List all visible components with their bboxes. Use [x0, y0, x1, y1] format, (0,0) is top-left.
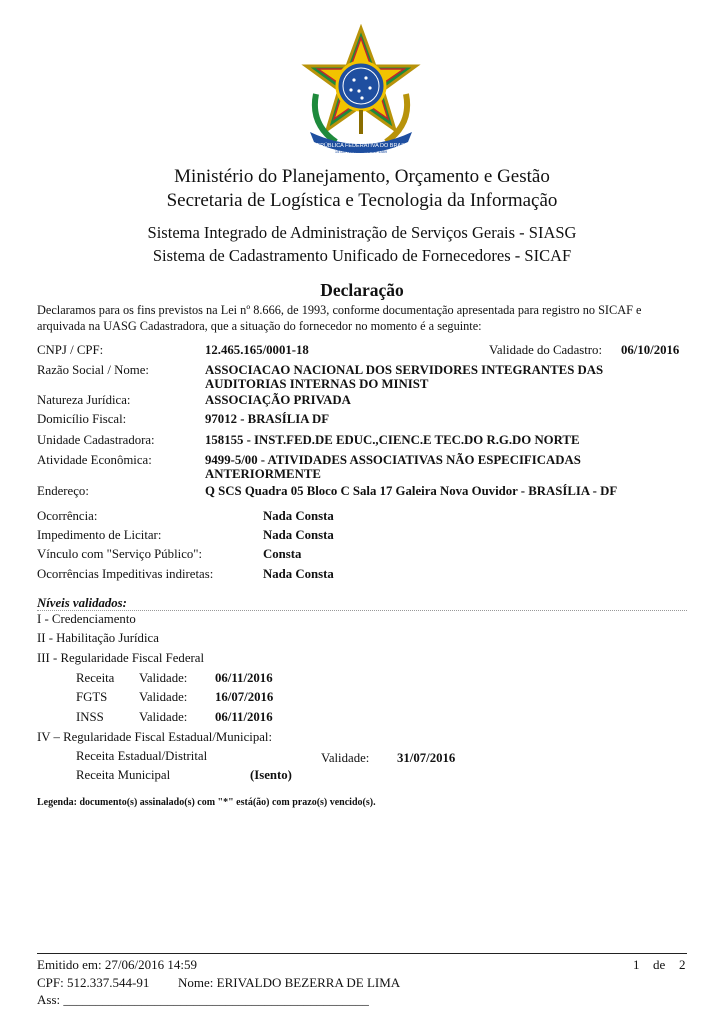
level-fiscal-federal: III - Regularidade Fiscal Federal: [37, 651, 205, 665]
legend-note: Legenda: documento(s) assinalado(s) com "*" está(ão) com prazo(s) vencido(s).: [37, 797, 376, 808]
indirect-occurrences-value: Nada Consta: [263, 567, 334, 581]
levels-divider: [37, 610, 687, 611]
public-service-label: Vínculo com "Serviço Público":: [37, 547, 203, 561]
economic-activity-line1: 9499-5/00 - ATIVIDADES ASSOCIATIVAS NÃO ESPECIFICADAS: [205, 453, 581, 467]
state-revenue-validity-label: Validade:: [321, 751, 370, 765]
inss-validity-label: Validade:: [139, 710, 188, 724]
system-sicaf: Sistema de Cadastramento Unificado de Fornecedores - SICAF: [152, 246, 572, 265]
occurrence-value: Nada Consta: [263, 509, 334, 523]
state-revenue-validity-date: 31/07/2016: [397, 751, 456, 765]
levels-title: Níveis validados:: [37, 596, 127, 610]
fgts-name: FGTS: [76, 690, 108, 704]
declaration-intro: Declaramos para os fins previstos na Lei nº 8.666, de 1993, conforme documentação apresentada para registro no SICAF e arquivada na UASG Cadastradora, que a situação do fornecedor no momento é a seguinte:: [37, 303, 642, 333]
registering-unit-label: Unidade Cadastradora:: [37, 433, 155, 447]
impediment-label: Impedimento de Licitar:: [37, 528, 162, 542]
coat-of-arms-emblem: [296, 24, 426, 154]
impediment-value: Nada Consta: [263, 528, 334, 542]
cnpj-value: 12.465.165/0001-18: [205, 343, 309, 357]
issued-at: Emitido em: 27/06/2016 14:59: [37, 957, 197, 972]
inss-validity-date: 06/11/2016: [215, 710, 273, 724]
system-siasg: Sistema Integrado de Administração de Serviços Gerais - SIASG: [147, 223, 577, 242]
secretariat-title: Secretaria de Logística e Tecnologia da Informação: [166, 190, 558, 211]
indirect-occurrences-label: Ocorrências Impeditivas indiretas:: [37, 567, 214, 581]
address-value: Q SCS Quadra 05 Bloco C Sala 17 Galeira Nova Ouvidor - BRASÍLIA - DF: [205, 484, 618, 498]
economic-activity-label: Atividade Econômica:: [37, 453, 152, 467]
receita-validity-label: Validade:: [139, 671, 188, 685]
validity-label: Validade do Cadastro:: [489, 343, 603, 357]
registering-unit-value: 158155 - INST.FED.DE EDUC.,CIENC.E TEC.DO R.G.DO NORTE: [205, 433, 580, 447]
inss-name: INSS: [76, 710, 104, 724]
company-name-line2: AUDITORIAS INTERNAS DO MINIST: [205, 377, 429, 391]
level-credenciamento: I - Credenciamento: [37, 612, 136, 626]
fiscal-domicile-label: Domicílio Fiscal:: [37, 412, 127, 426]
ministry-title: Ministério do Planejamento, Orçamento e Gestão: [174, 166, 550, 187]
receita-validity-date: 06/11/2016: [215, 671, 273, 685]
receita-name: Receita: [76, 671, 115, 685]
level-fiscal-state-municipal: IV – Regularidade Fiscal Estadual/Municipal:: [37, 730, 273, 744]
footer-divider: [37, 953, 687, 954]
state-revenue-name: Receita Estadual/Distrital: [76, 749, 208, 763]
legal-nature-value: ASSOCIAÇÃO PRIVADA: [205, 393, 351, 407]
page-number: 1: [633, 957, 640, 972]
cnpj-label: CNPJ / CPF:: [37, 343, 104, 357]
level-habilitacao: II - Habilitação Jurídica: [37, 631, 159, 645]
emblem-motto: REPÚBLICA FEDERATIVA DO BRASIL: [312, 143, 410, 149]
fiscal-domicile-value: 97012 - BRASÍLIA DF: [205, 412, 330, 426]
legal-nature-label: Natureza Jurídica:: [37, 393, 131, 407]
occurrence-label: Ocorrência:: [37, 509, 98, 523]
economic-activity-line2: ANTERIORMENTE: [205, 467, 321, 481]
company-name-label: Razão Social / Nome:: [37, 363, 149, 377]
address-label: Endereço:: [37, 484, 89, 498]
validity-value: 06/10/2016: [621, 343, 680, 357]
municipal-revenue-value: (Isento): [250, 768, 292, 782]
emblem-date: 15 DE NOVEMBRO DE 1889: [334, 149, 388, 154]
signature-line: Ass: _______________________________________________: [37, 992, 369, 1007]
issuer-name: Nome: ERIVALDO BEZERRA DE LIMA: [178, 975, 401, 990]
public-service-value: Consta: [263, 547, 302, 561]
fgts-validity-label: Validade:: [139, 690, 188, 704]
fgts-validity-date: 16/07/2016: [215, 690, 274, 704]
municipal-revenue-name: Receita Municipal: [76, 768, 171, 782]
issuer-cpf: CPF: 512.337.544-91: [37, 975, 150, 990]
page-of: de: [653, 957, 666, 972]
declaration-title: Declaração: [320, 280, 404, 300]
company-name-line1: ASSOCIACAO NACIONAL DOS SERVIDORES INTEGRANTES DAS: [205, 363, 604, 377]
page-total: 2: [679, 957, 686, 972]
